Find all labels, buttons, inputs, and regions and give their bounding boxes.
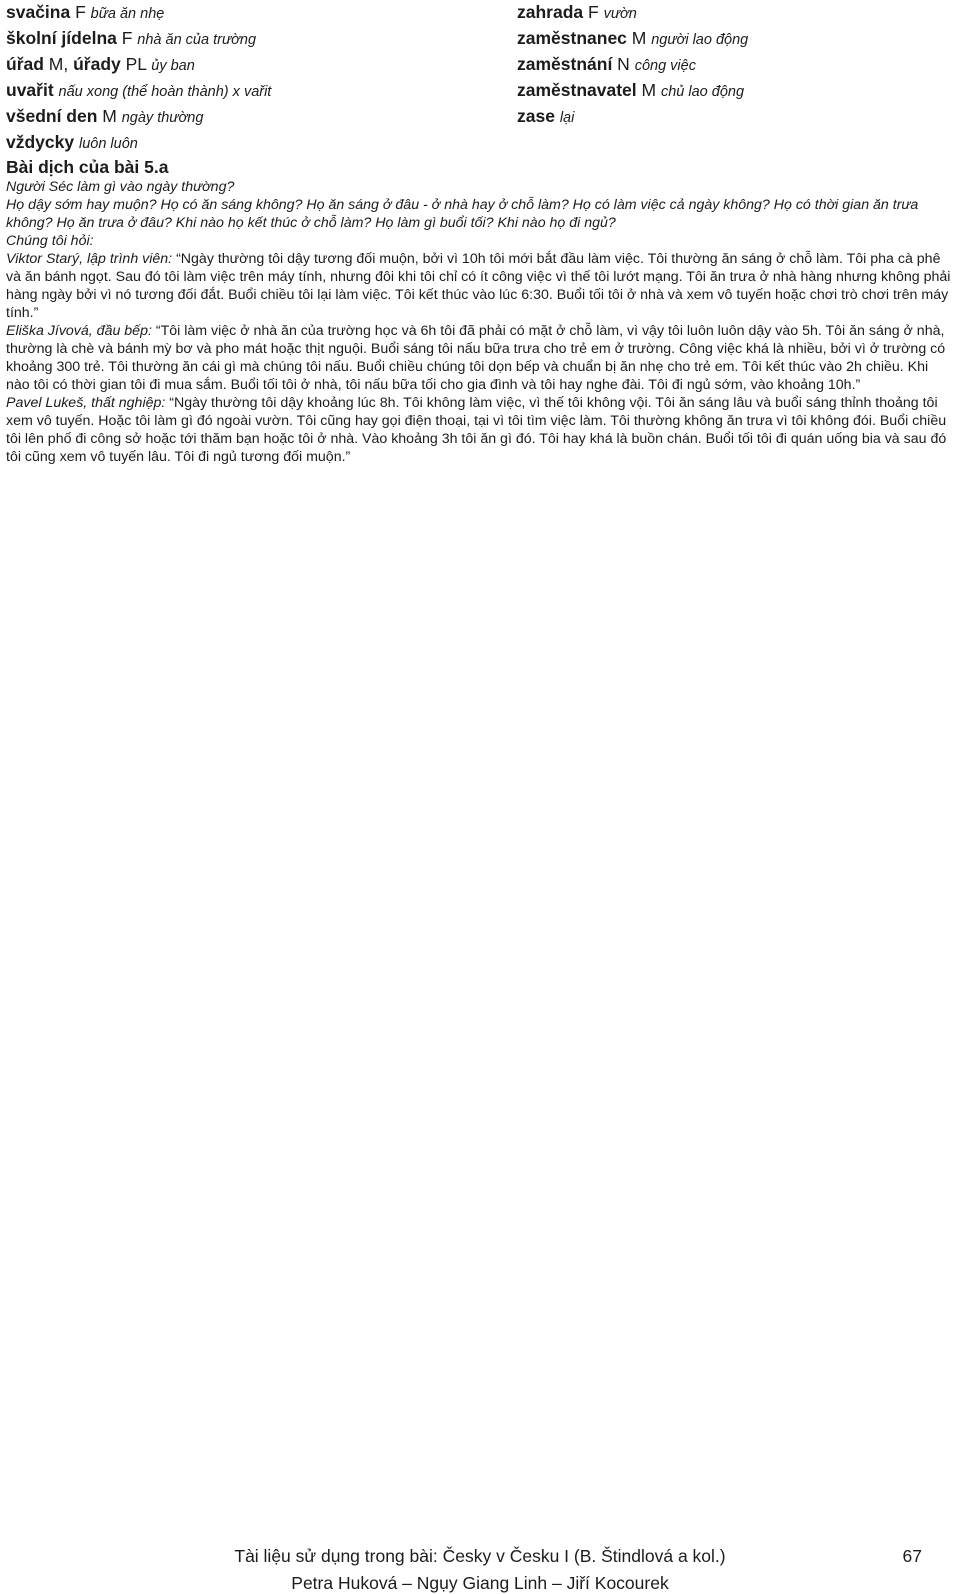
answer-text: “Tôi làm việc ở nhà ăn của trường học và 6h tôi đã phải có mặt ở chỗ làm, vì vậy tôi luôn luôn dậy vào 5h. Tôi ăn sáng ở nhà, thường là chè và bánh mỳ bơ và pho mát hoặc thịt nguội. Buổi sáng tôi nấu bữa trưa cho trẻ em ở trường. Công việc khá là nhiều, bởi vì ở trường có khoảng 300 trẻ. Tôi thường ăn cái gì mà chúng tôi nấu. Buổi chiều chúng tôi dọn bếp và chuẩn bị ăn nhẹ cho trẻ em. Tôi kết thúc vào 2h chiều. Khi nào tôi có thời gian tôi đi mua sắm. Buổi tối tôi ở nhà, tôi nấu bữa tối cho gia đình và tôi hay nghe đài. Tôi đi ngủ sớm, vào khoảng 10h.” — [6, 323, 946, 393]
vocab-gloss: chủ lao động — [660, 84, 745, 100]
vocab-grammar-plural: PL — [120, 54, 152, 74]
answer-paragraph — [6, 250, 952, 322]
footer-authors: Petra Huková – Ngụy Giang Linh – Jiří Kocourek — [291, 1573, 669, 1593]
vocab-gloss: bữa ăn nhẹ — [90, 6, 165, 22]
vocab-gloss: luôn luôn — [78, 136, 138, 152]
vocab-gloss: lại — [559, 110, 575, 126]
vocab-gloss: người lao động — [651, 32, 749, 48]
vocab-term: všední den — [6, 106, 98, 126]
translation-section — [6, 156, 952, 466]
vocab-grammar: F — [116, 28, 138, 48]
vocab-grammar: N — [612, 54, 635, 74]
vocab-entry — [6, 78, 271, 104]
vocab-gloss: vườn — [603, 6, 637, 22]
section-title: Bài dịch của bài 5.a — [6, 157, 169, 177]
vocab-term: svačina — [6, 2, 71, 22]
vocab-entry — [6, 104, 271, 130]
vocab-entry — [517, 26, 748, 52]
vocab-term: zase — [517, 106, 555, 126]
vocab-grammar: M, — [43, 54, 74, 74]
vocab-gloss: ủy ban — [151, 58, 195, 74]
vocab-grammar: M — [97, 106, 122, 126]
vocab-grammar: M — [626, 28, 652, 48]
vocab-term: zaměstnání — [517, 54, 613, 74]
answer-text: “Ngày thường tôi dậy tương đối muộn, bởi vì 10h tôi mới bắt đầu làm việc. Tôi thường ăn sáng ở chỗ làm. Tôi pha cà phê và ăn bánh ngọt. Sau đó tôi làm việc trên máy tính, nhưng đôi khi tôi chỉ có ít công việc vì thế tôi lướt mạng. Tôi ăn trưa ở nhà hàng nhưng không phải hàng ngày bởi vì nó tương đối đắt. Buổi chiều tôi lại làm việc. Tôi kết thúc vào lúc 6:30. Buổi tối tôi ở nhà và xem vô tuyến hoặc chơi trò chơi trên máy tính.” — [6, 251, 951, 321]
vocab-term: zahrada — [517, 2, 584, 22]
vocab-gloss: nấu xong (thể hoàn thành) x vařit — [58, 84, 272, 100]
section-subtitle: Người Séc làm gì vào ngày thường? — [6, 179, 235, 195]
answer-text: “Ngày thường tôi dậy khoảng lúc 8h. Tôi không làm việc, vì thế tôi không vội. Tôi ăn sáng lâu và buổi sáng thỉnh thoảng tôi xem vô tuyến. Hoặc tôi làm gì đó ngoài vườn. Tôi cũng hay gọi điện thoại, tại vì tôi tìm việc làm. Tôi thường không ăn trưa vì tôi không đói. Buổi chiều tôi lên phố đi công sở hoặc tới thăm bạn hoặc tôi ở nhà. Vào khoảng 3h tôi ăn gì đó. Tôi hay khá là buồn chán. Buổi tối tôi đi quán uống bia và sau đó tôi cũng xem vô tuyến lâu. Tôi đi ngủ tương đối muộn.” — [6, 395, 947, 465]
vocab-term: uvařit — [6, 80, 54, 100]
vocab-grammar: M — [636, 80, 661, 100]
vocab-grammar: F — [583, 2, 604, 22]
speaker-label: Eliška Jívová, đầu bếp: — [6, 323, 152, 339]
vocab-entry — [517, 52, 748, 78]
vocab-entry — [6, 130, 271, 156]
vocab-term: zaměstnavatel — [517, 80, 637, 100]
vocab-gloss: ngày thường — [121, 110, 204, 126]
speaker-label: Viktor Starý, lập trình viên: — [6, 251, 173, 267]
answer-paragraph — [6, 322, 952, 394]
footer-source-line — [0, 1545, 960, 1567]
vocab-term: školní jídelna — [6, 28, 117, 48]
vocab-entry — [517, 0, 748, 26]
vocab-term: úřad — [6, 54, 44, 74]
vocabulary-column-left — [6, 0, 271, 156]
page-number: 67 — [902, 1546, 922, 1566]
answer-paragraph — [6, 394, 952, 466]
we-asked-label: Chúng tôi hỏi: — [6, 233, 94, 249]
vocab-entry — [517, 78, 748, 104]
vocabulary-list — [6, 0, 954, 152]
vocab-entry — [6, 0, 271, 26]
footer-source: Tài liệu sử dụng trong bài: Česky v Česku I (B. Štindlová a kol.) — [234, 1546, 726, 1566]
vocab-entry — [6, 52, 271, 78]
vocab-entry — [517, 104, 748, 130]
vocab-term-plural: úřady — [73, 54, 121, 74]
vocab-gloss: nhà ăn của trường — [137, 32, 257, 48]
speaker-label: Pavel Lukeš, thất nghiệp: — [6, 395, 166, 411]
vocab-grammar: F — [70, 2, 91, 22]
vocab-entry — [6, 26, 271, 52]
vocab-term: vždycky — [6, 132, 75, 152]
vocab-term: zaměstnanec — [517, 28, 627, 48]
vocab-gloss: công việc — [634, 58, 696, 74]
vocabulary-column-right — [517, 0, 748, 130]
questions-text: Họ dậy sớm hay muộn? Họ có ăn sáng không? Họ ăn sáng ở đâu - ở nhà hay ở chỗ làm? Họ có làm việc cả ngày không? Họ có thời gian ăn trưa không? Họ ăn trưa ở đâu? Khi nào họ kết thúc ở chỗ làm? Họ làm gì buổi tối? Khi nào họ đi ngủ? — [6, 197, 919, 231]
